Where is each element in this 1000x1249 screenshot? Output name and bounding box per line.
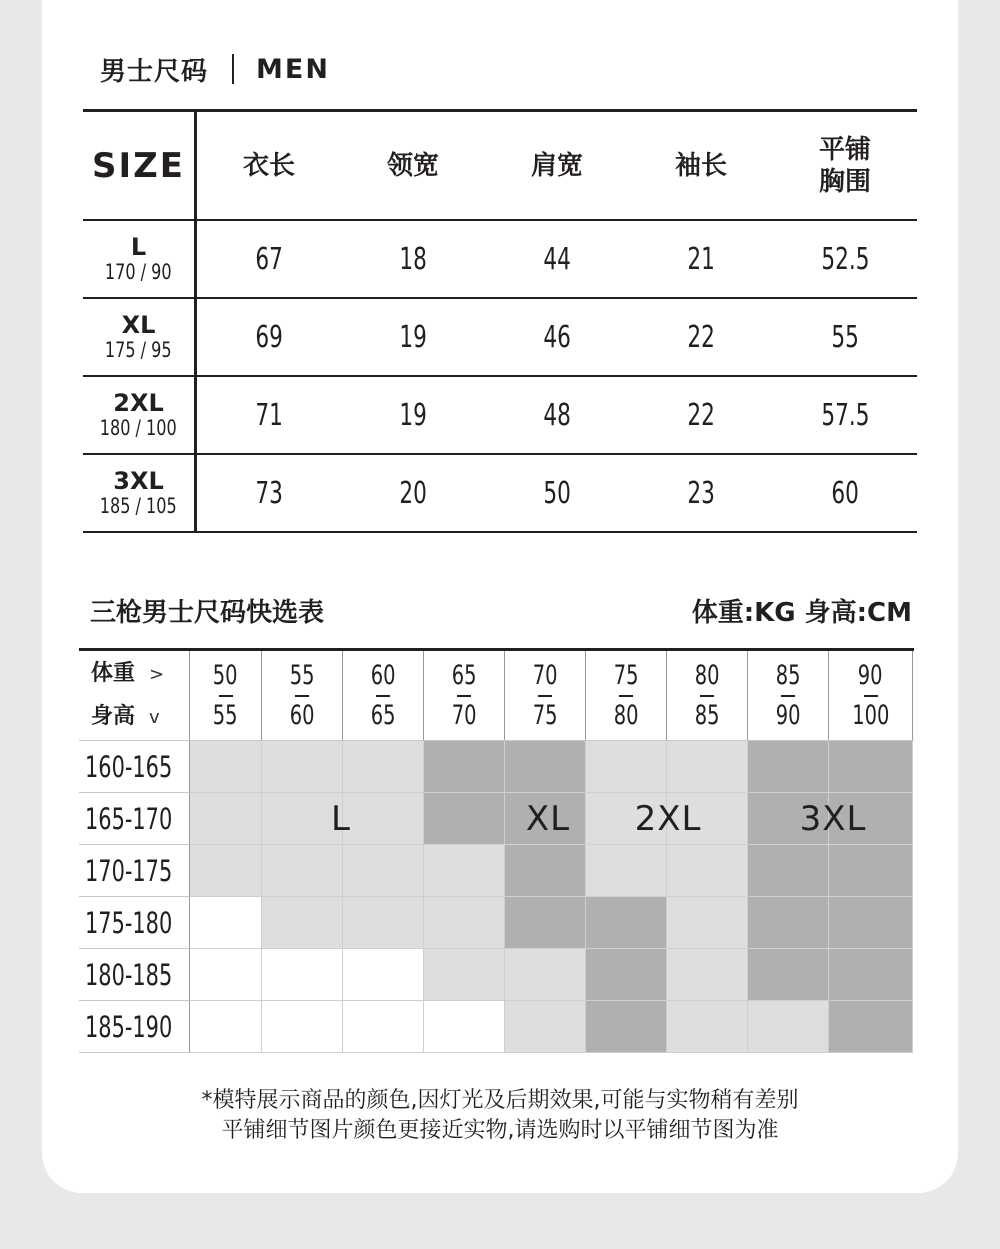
size-cell xyxy=(83,377,197,453)
size-column-label: 肩宽 xyxy=(530,150,583,181)
size-zone-cell xyxy=(343,741,424,793)
measurement-value: 57.5 xyxy=(820,397,870,433)
range-dash xyxy=(376,695,390,697)
size-zone-cell xyxy=(748,897,829,949)
measurement-cell xyxy=(341,455,485,531)
size-column-label: 领宽 xyxy=(386,150,439,181)
size-zone-cell xyxy=(262,897,343,949)
size-column-headers xyxy=(197,112,917,219)
measurement-cell xyxy=(629,377,773,453)
size-zone-cell xyxy=(586,845,667,897)
grid-corner xyxy=(79,651,190,740)
measurement-value: 52.5 xyxy=(820,241,870,277)
weight-from: 85 xyxy=(775,659,801,691)
measurement-cell xyxy=(197,299,341,375)
height-row xyxy=(79,1001,914,1053)
measurement-value: 55 xyxy=(831,319,859,355)
size-zone-cell xyxy=(424,845,505,897)
weight-to: 65 xyxy=(370,699,396,731)
size-zone-cell xyxy=(190,741,262,793)
range-dash xyxy=(619,695,633,697)
size-column-header xyxy=(197,112,341,219)
height-range-label: 185-190 xyxy=(85,1009,173,1044)
size-name: 2XL xyxy=(113,389,164,417)
size-zone-cell xyxy=(829,741,913,793)
corner-weight-arrow: > xyxy=(149,663,165,685)
size-column-label: 平铺 胸围 xyxy=(818,134,871,197)
title-en: MEN xyxy=(256,53,330,85)
range-dash xyxy=(538,695,552,697)
weight-from: 55 xyxy=(289,659,315,691)
size-zone-cell xyxy=(667,741,748,793)
weight-column-header xyxy=(262,651,343,740)
measurement-value: 18 xyxy=(399,241,427,277)
size-zone-cell xyxy=(748,1001,829,1053)
size-column-header xyxy=(485,112,629,219)
size-column-header xyxy=(629,112,773,219)
size-zone-cell xyxy=(424,1001,505,1053)
size-zone-cell xyxy=(667,1001,748,1053)
range-dash xyxy=(295,695,309,697)
height-range-label: 170-175 xyxy=(85,853,173,888)
size-zone-cell xyxy=(586,741,667,793)
height-range-label: 175-180 xyxy=(85,905,173,940)
size-zone-cell xyxy=(190,1001,262,1053)
size-zone-label: L xyxy=(331,799,351,839)
height-range xyxy=(79,741,190,793)
height-range xyxy=(79,1001,190,1053)
corner-weight-label: 体重 xyxy=(91,660,136,686)
size-table-row xyxy=(83,455,917,533)
measurement-cell xyxy=(629,299,773,375)
size-table-body xyxy=(83,221,917,533)
size-zone-cell xyxy=(829,897,913,949)
weight-from: 60 xyxy=(370,659,396,691)
range-dash xyxy=(219,695,233,697)
size-zone-cell xyxy=(424,897,505,949)
size-zone-cell xyxy=(748,845,829,897)
size-zone-cell xyxy=(262,845,343,897)
size-zone-label: 3XL xyxy=(799,799,867,839)
size-zone-cell xyxy=(586,897,667,949)
height-row xyxy=(79,897,914,949)
weight-column-header xyxy=(424,651,505,740)
size-zone-cell xyxy=(262,1001,343,1053)
size-zone-cell xyxy=(667,845,748,897)
weight-from: 50 xyxy=(213,659,238,691)
weight-to: 60 xyxy=(289,699,315,731)
size-zone-cell xyxy=(748,949,829,1001)
quick-select-title: 三枪男士尺码快选表 xyxy=(90,598,325,628)
size-name: 3XL xyxy=(113,467,164,495)
measurement-value: 60 xyxy=(831,475,859,511)
measurement-value: 67 xyxy=(255,241,283,277)
size-table-row xyxy=(83,221,917,299)
size-cell xyxy=(83,221,197,297)
title-cn: 男士尺码 xyxy=(100,56,209,87)
size-height-chest: 175 / 95 xyxy=(105,338,172,362)
quick-select-unit: 体重:KG 身高:CM xyxy=(691,598,912,628)
size-zone-cell xyxy=(262,741,343,793)
measurement-value: 73 xyxy=(255,475,283,511)
weight-column-header xyxy=(586,651,667,740)
measurement-cell xyxy=(341,221,485,297)
range-dash xyxy=(781,695,795,697)
size-column-header xyxy=(341,112,485,219)
size-zone-cell xyxy=(505,741,586,793)
measurement-cell xyxy=(197,221,341,297)
size-zone-cell xyxy=(586,949,667,1001)
measurement-value: 44 xyxy=(543,241,571,277)
size-corner-cell xyxy=(83,112,197,219)
measurement-value: 23 xyxy=(687,475,715,511)
size-zone-cell xyxy=(505,1001,586,1053)
size-name: XL xyxy=(121,311,156,339)
range-dash xyxy=(700,695,714,697)
measurement-cell xyxy=(773,455,917,531)
weight-to: 100 xyxy=(851,699,890,731)
size-height-chest: 185 / 105 xyxy=(100,494,177,518)
measurement-cell xyxy=(485,455,629,531)
size-zone-cell xyxy=(190,949,262,1001)
size-zone-cell xyxy=(343,949,424,1001)
weight-to: 75 xyxy=(532,699,558,731)
size-zone-cell xyxy=(424,793,505,845)
disclaimer-note xyxy=(0,1086,1000,1146)
size-table xyxy=(83,109,917,533)
size-zone-cell xyxy=(667,949,748,1001)
size-table-header xyxy=(83,112,917,221)
measurement-cell xyxy=(773,299,917,375)
size-corner-label: SIZE xyxy=(91,145,186,186)
title-divider xyxy=(232,54,234,84)
size-zone-cell xyxy=(190,793,262,845)
size-zone-cell xyxy=(343,793,424,845)
weight-to: 70 xyxy=(451,699,477,731)
measurement-value: 20 xyxy=(399,475,427,511)
measurement-cell xyxy=(485,377,629,453)
size-zone-cell xyxy=(424,741,505,793)
size-height-chest: 170 / 90 xyxy=(105,260,172,284)
weight-from: 80 xyxy=(694,659,720,691)
size-zone-cell xyxy=(829,845,913,897)
size-zone-cell xyxy=(424,949,505,1001)
size-zone-cell xyxy=(829,1001,913,1053)
height-range xyxy=(79,793,190,845)
size-zone-cell xyxy=(667,897,748,949)
measurement-value: 22 xyxy=(687,319,715,355)
height-range xyxy=(79,949,190,1001)
weight-to: 55 xyxy=(213,699,238,731)
note-line-2: 平铺细节图片颜色更接近实物,请选购时以平铺细节图为准 xyxy=(221,1118,779,1143)
size-height-chest: 180 / 100 xyxy=(100,416,177,440)
size-cell xyxy=(83,299,197,375)
weight-column-header xyxy=(505,651,586,740)
size-column-label: 衣长 xyxy=(242,150,295,181)
height-range xyxy=(79,897,190,949)
size-cell xyxy=(83,455,197,531)
weight-to: 85 xyxy=(694,699,720,731)
weight-from: 90 xyxy=(858,659,883,691)
measurement-value: 69 xyxy=(255,319,283,355)
size-zone-cell xyxy=(505,845,586,897)
weight-column-header xyxy=(667,651,748,740)
weight-column-header xyxy=(829,651,913,740)
measurement-cell xyxy=(341,299,485,375)
size-column-header xyxy=(773,112,917,219)
size-zone-cell xyxy=(343,845,424,897)
size-zone-cell xyxy=(505,949,586,1001)
measurement-value: 50 xyxy=(543,475,571,511)
height-range-label: 165-170 xyxy=(85,801,173,836)
weight-column-header xyxy=(343,651,424,740)
height-row xyxy=(79,949,914,1001)
height-range-label: 160-165 xyxy=(85,749,173,784)
size-zone-cell xyxy=(829,949,913,1001)
measurement-cell xyxy=(773,221,917,297)
size-name: L xyxy=(130,233,147,261)
weight-to: 80 xyxy=(613,699,639,731)
measurement-cell xyxy=(773,377,917,453)
note-line-1: *模特展示商品的颜色,因灯光及后期效果,可能与实物稍有差别 xyxy=(201,1088,799,1113)
size-zone-cell xyxy=(262,949,343,1001)
measurement-cell xyxy=(485,299,629,375)
weight-from: 70 xyxy=(532,659,558,691)
weight-to: 90 xyxy=(775,699,801,731)
height-row xyxy=(79,845,914,897)
size-zone-cell xyxy=(748,741,829,793)
size-zone-cell xyxy=(343,1001,424,1053)
size-quick-select-grid xyxy=(79,648,914,1053)
range-dash xyxy=(864,695,878,697)
grid-header xyxy=(79,651,914,741)
measurement-cell xyxy=(629,455,773,531)
weight-from: 65 xyxy=(451,659,477,691)
size-zone-cell xyxy=(190,897,262,949)
grid-corner-height xyxy=(91,696,189,739)
weight-from: 75 xyxy=(613,659,639,691)
measurement-value: 19 xyxy=(399,397,427,433)
size-zone-label: 2XL xyxy=(634,799,702,839)
height-row xyxy=(79,741,914,793)
corner-height-arrow: v xyxy=(149,706,160,728)
size-column-label: 袖长 xyxy=(674,150,727,181)
measurement-value: 19 xyxy=(399,319,427,355)
measurement-cell xyxy=(197,377,341,453)
grid-corner-weight xyxy=(91,653,189,696)
grid-body xyxy=(79,741,914,1053)
height-range xyxy=(79,845,190,897)
size-zone-label: XL xyxy=(525,799,571,839)
measurement-cell xyxy=(341,377,485,453)
height-range-label: 180-185 xyxy=(85,957,173,992)
measurement-value: 48 xyxy=(543,397,571,433)
corner-height-label: 身高 xyxy=(91,703,136,729)
size-zone-cell xyxy=(343,897,424,949)
section-header xyxy=(100,52,330,86)
size-zone-cell xyxy=(586,1001,667,1053)
size-table-row xyxy=(83,299,917,377)
size-table-row xyxy=(83,377,917,455)
measurement-cell xyxy=(629,221,773,297)
weight-column-header xyxy=(190,651,262,740)
measurement-value: 22 xyxy=(687,397,715,433)
size-zone-cell xyxy=(505,897,586,949)
measurement-value: 21 xyxy=(687,241,715,277)
measurement-value: 71 xyxy=(255,397,283,433)
measurement-value: 46 xyxy=(543,319,571,355)
range-dash xyxy=(457,695,471,697)
size-zone-cell xyxy=(190,845,262,897)
measurement-cell xyxy=(197,455,341,531)
measurement-cell xyxy=(485,221,629,297)
weight-column-header xyxy=(748,651,829,740)
height-row xyxy=(79,793,914,845)
